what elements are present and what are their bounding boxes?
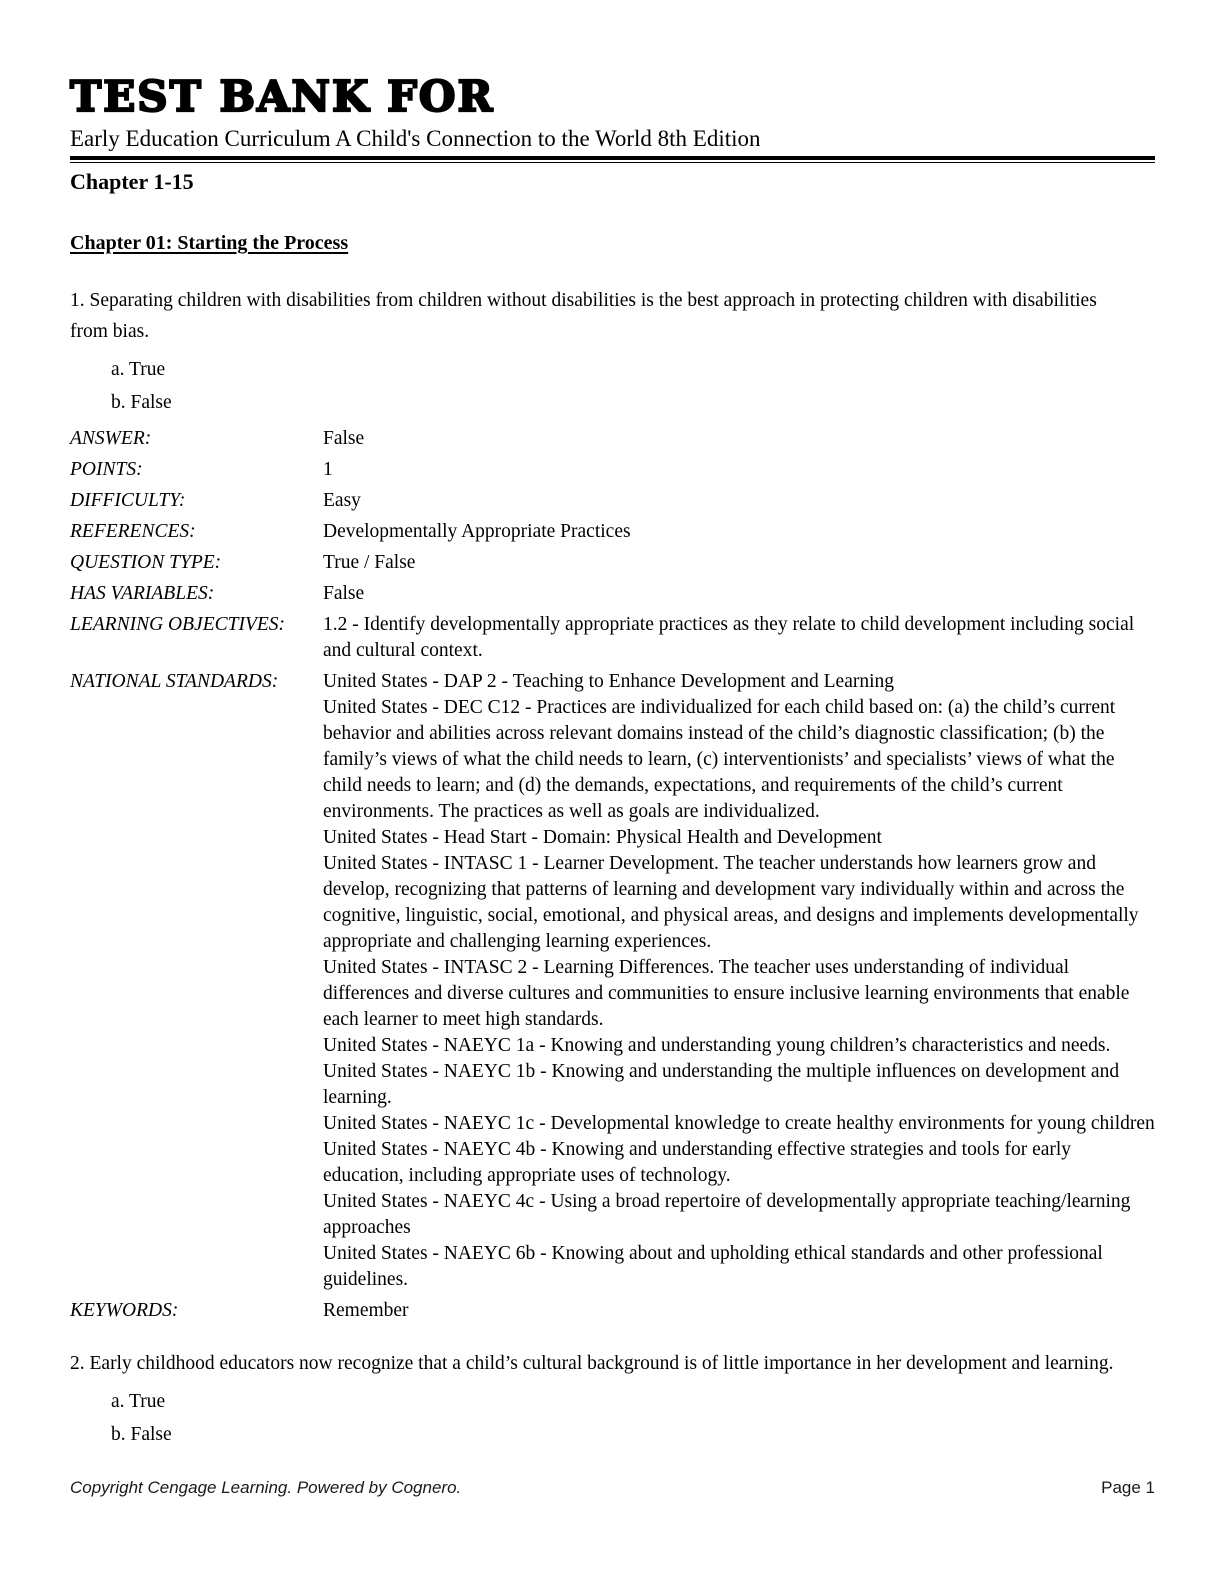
meta-row-keywords <box>70 1298 1155 1324</box>
page-title: TEST BANK FOR <box>70 72 495 121</box>
meta-label-difficulty: DIFFICULTY: <box>70 490 186 511</box>
question-2-text: 2. Early childhood educators now recognize that a child’s cultural background is of little importance in her development and learning. <box>70 1353 1114 1374</box>
book-subtitle: Early Education Curriculum A Child's Connection to the World 8th Edition <box>70 126 761 151</box>
question-1-metadata <box>70 426 1155 1324</box>
meta-label-has-variables: HAS VARIABLES: <box>70 583 215 604</box>
national-standard-line: United States - NAEYC 1c - Developmental knowledge to create healthy environments for young children <box>323 1113 1155 1134</box>
meta-value-has-variables: False <box>323 583 365 604</box>
meta-label-references: REFERENCES: <box>70 521 196 542</box>
national-standard-line: United States - NAEYC 4b - Knowing and understanding effective strategies and tools for early education, including appropriate uses of technology. <box>323 1139 1072 1186</box>
meta-label-question-type: QUESTION TYPE: <box>70 552 222 573</box>
meta-label-keywords: KEYWORDS: <box>70 1300 179 1321</box>
meta-label-national-standards: NATIONAL STANDARDS: <box>70 671 279 692</box>
header-divider <box>70 156 1155 163</box>
meta-value-answer: False <box>323 428 365 449</box>
meta-row-references <box>70 519 1155 545</box>
meta-row-learning-objectives <box>70 612 1155 664</box>
question-1-option-b: b. False <box>111 392 172 413</box>
national-standard-line: United States - NAEYC 1a - Knowing and understanding young children’s characteristics and needs. <box>323 1035 1111 1056</box>
meta-value-difficulty: Easy <box>323 490 361 511</box>
question-1-text: 1. Separating children with disabilities from children without disabilities is the best approach in protecting children with disabilities from bias. <box>70 290 1097 342</box>
page-footer <box>70 1478 1155 1498</box>
meta-row-question-type <box>70 550 1155 576</box>
national-standard-line: United States - NAEYC 4c - Using a broad repertoire of developmentally appropriate teaching/learning approaches <box>323 1191 1131 1238</box>
meta-row-national-standards <box>70 669 1155 1293</box>
national-standard-line: United States - Head Start - Domain: Physical Health and Development <box>323 827 882 848</box>
meta-label-points: POINTS: <box>70 459 143 480</box>
meta-row-has-variables <box>70 581 1155 607</box>
question-2-options <box>111 1387 1155 1448</box>
national-standard-line: United States - NAEYC 1b - Knowing and understanding the multiple influences on development and learning. <box>323 1061 1120 1108</box>
meta-value-question-type: True / False <box>323 552 416 573</box>
national-standard-line: United States - INTASC 1 - Learner Development. The teacher understands how learners grow and develop, recognizing that patterns of learning and development vary individually within and across the cognitive, linguistic, social, emotional, and physical areas, and designs and implements developmentally appropriate and challenging learning experiences. <box>323 853 1139 952</box>
national-standard-line: United States - INTASC 2 - Learning Differences. The teacher uses understanding of individual differences and diverse cultures and communities to ensure inclusive learning environments that enable each learner to meet high standards. <box>323 957 1130 1030</box>
footer-page-number: Page 1 <box>1101 1478 1155 1497</box>
meta-value-points: 1 <box>323 459 333 480</box>
question-2 <box>70 1348 1155 1448</box>
meta-value-learning-objectives: 1.2 - Identify developmentally appropriate practices as they relate to child development including social and cultural context. <box>323 614 1135 661</box>
meta-value-keywords: Remember <box>323 1300 409 1321</box>
question-2-option-a: a. True <box>111 1391 166 1412</box>
meta-row-difficulty <box>70 488 1155 514</box>
national-standard-line: United States - DEC C12 - Practices are individualized for each child based on: (a) the child’s current behavior and abilities across relevant domains instead of the child’s diagnostic classification; (b) the family’s views of what the child needs to learn, (c) interventionists’ and specialists’ views of what the child needs to learn; and (d) the demands, expectations, and requirements of the child’s current environments. The practices as well as goals are individualized. <box>323 697 1116 822</box>
section-heading: Chapter 01: Starting the Process <box>70 232 349 254</box>
question-1-options <box>111 355 1155 416</box>
meta-value-national-standards <box>323 669 1155 1293</box>
meta-label-learning-objectives: LEARNING OBJECTIVES: <box>70 614 286 635</box>
meta-value-references: Developmentally Appropriate Practices <box>323 521 631 542</box>
meta-row-answer <box>70 426 1155 452</box>
national-standard-line: United States - NAEYC 6b - Knowing about and upholding ethical standards and other professional guidelines. <box>323 1243 1103 1290</box>
question-1-option-a: a. True <box>111 359 166 380</box>
national-standard-line: United States - DAP 2 - Teaching to Enhance Development and Learning <box>323 671 895 692</box>
meta-label-answer: ANSWER: <box>70 428 152 449</box>
meta-row-points <box>70 457 1155 483</box>
chapter-range-heading: Chapter 1-15 <box>70 169 194 194</box>
question-1 <box>70 285 1155 1324</box>
question-2-option-b: b. False <box>111 1424 172 1445</box>
footer-copyright: Copyright Cengage Learning. Powered by Cognero. <box>70 1478 462 1497</box>
